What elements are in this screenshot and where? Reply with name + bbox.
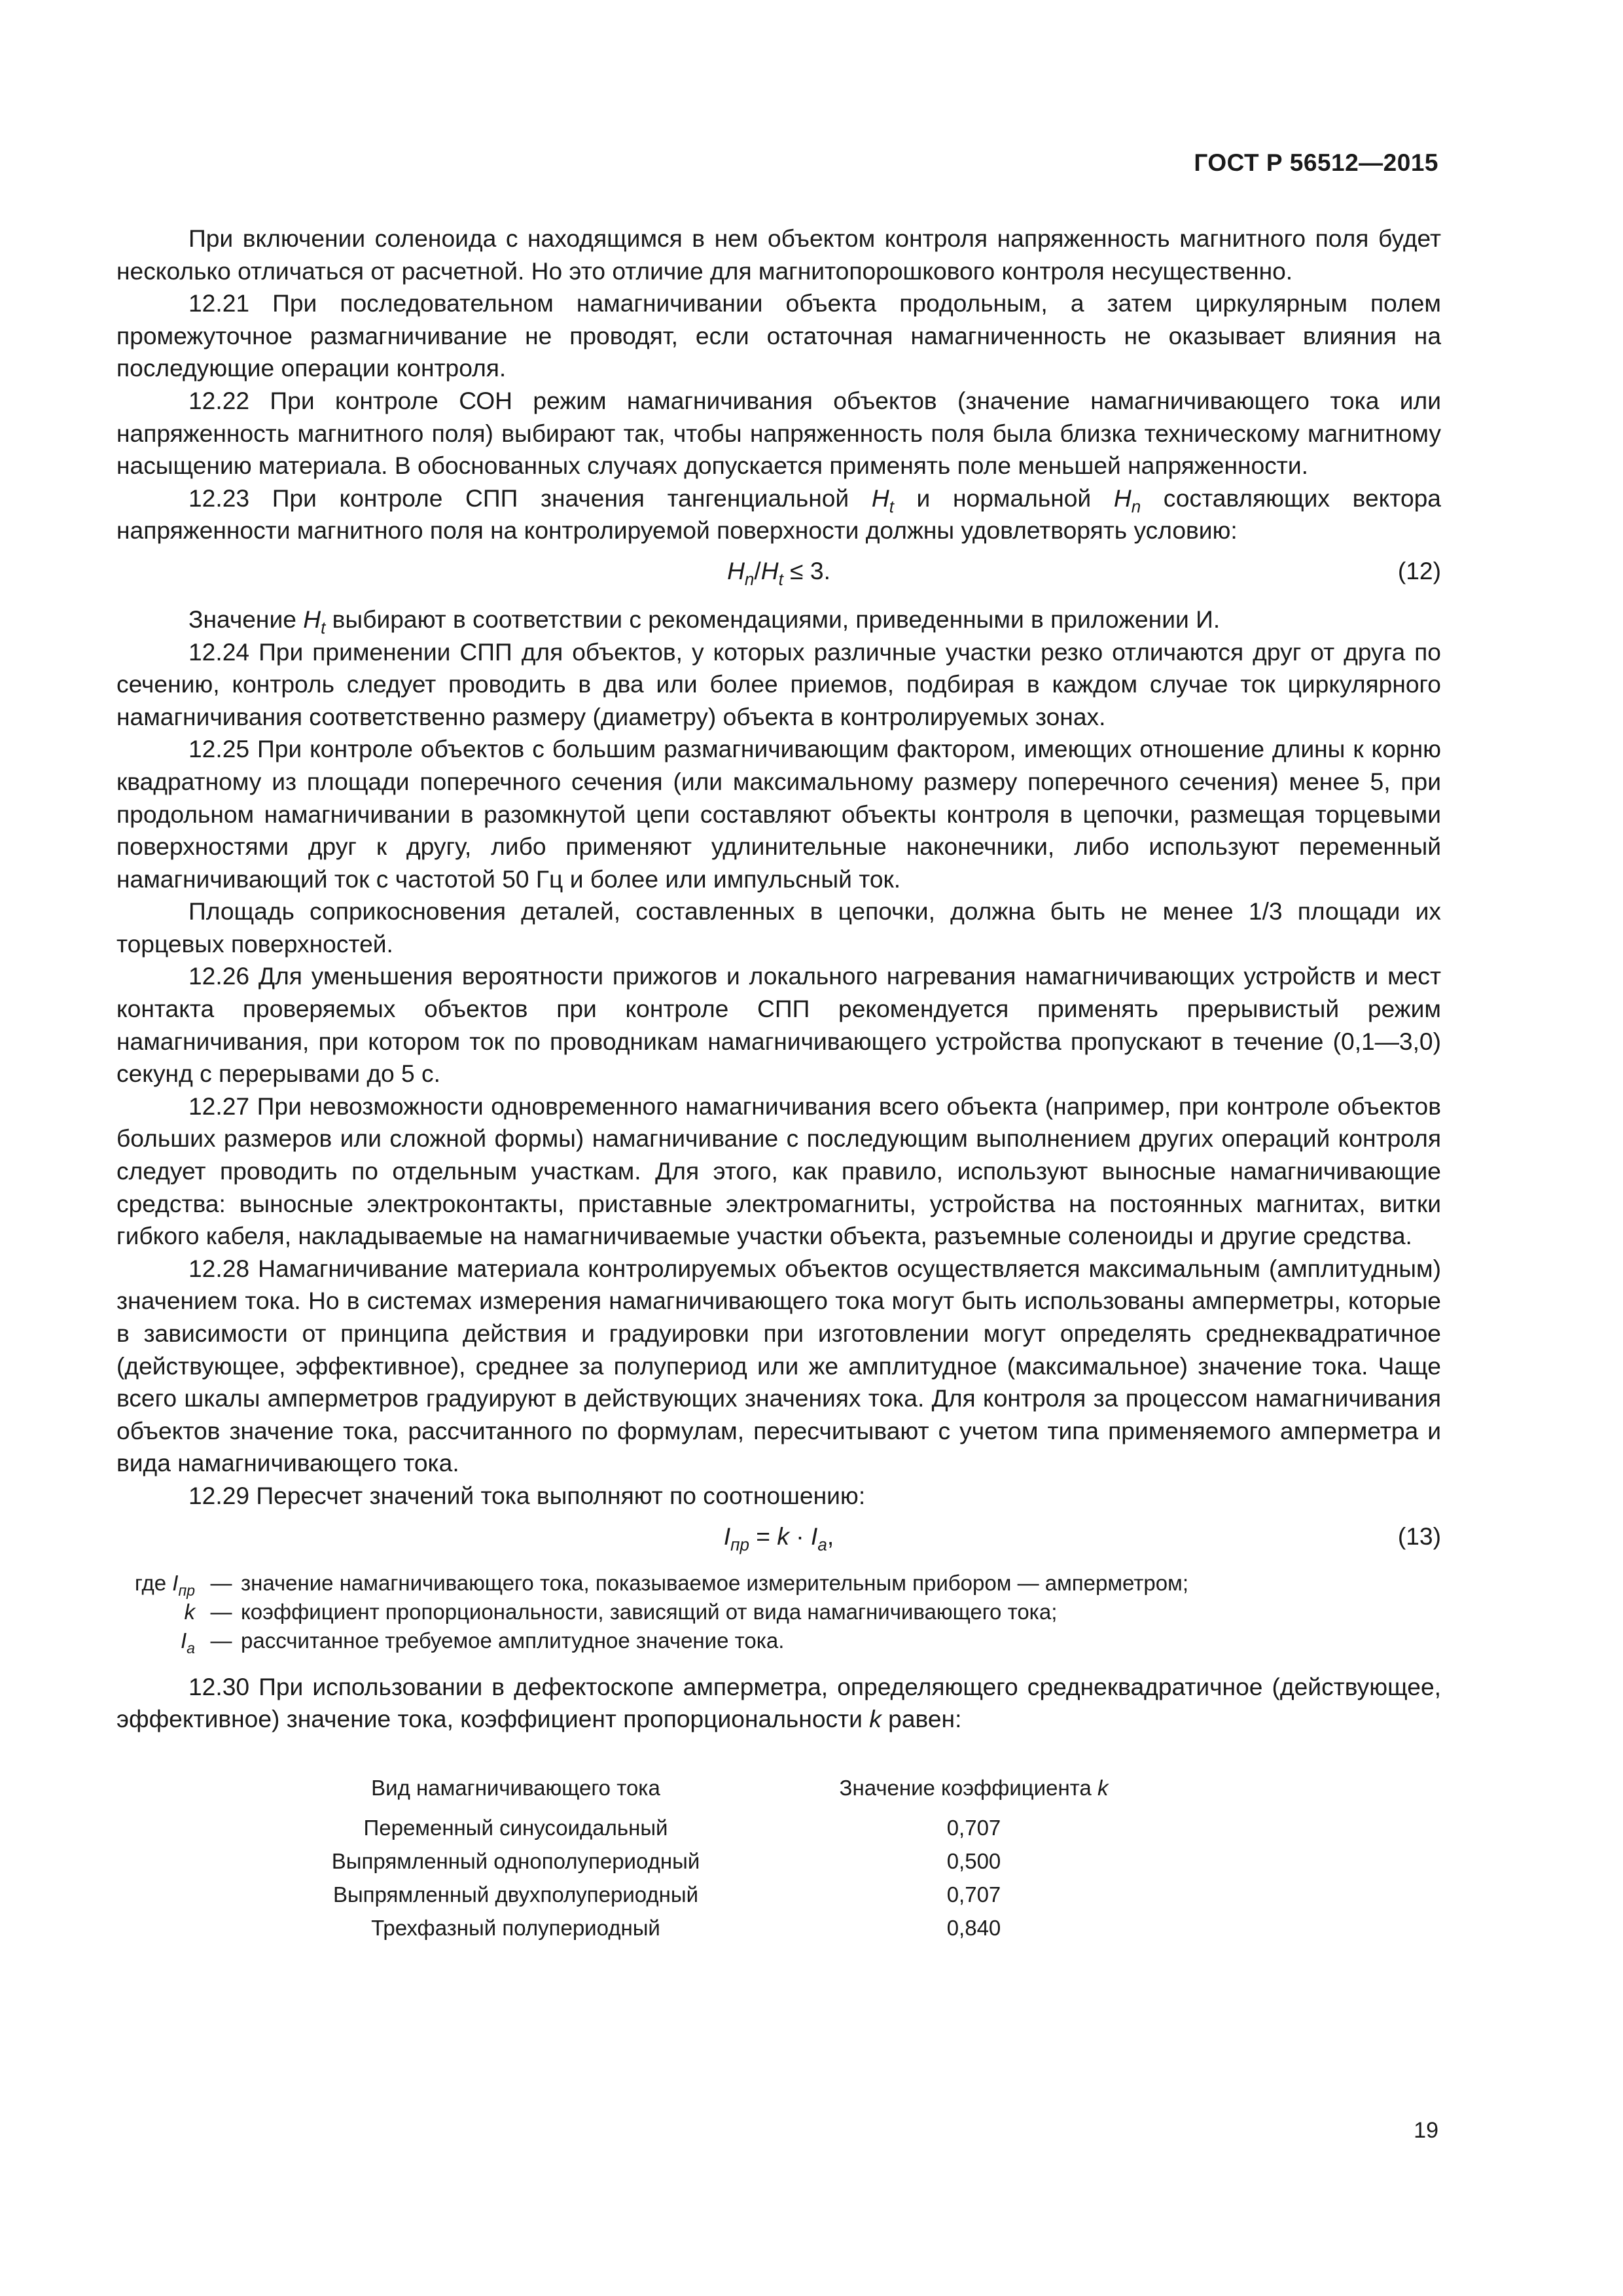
where-list [116,1569,1441,1655]
coefficient-table [116,1771,1441,1945]
table-row: Выпрямленный двухполупериодный 0,707 [332,1882,1001,1907]
formula-12 [116,551,1441,597]
table-row: Переменный синусоидальный 0,707 [363,1815,1001,1840]
paragraph-12-30: 12.30 При использовании в дефектоскопе амперметра, определяющего среднеквадратичное (действующее, эффективное) значение тока, коэффициент пропорциональности k равен: [116,1672,1441,1733]
formula-13-expression: $I_{пр} = k \cdot I_a$, [723,1522,834,1554]
where-row-ia: $I_a$ — рассчитанное требуемое амплитудное значение тока. [180,1628,785,1657]
formula-13-number: (13) [1397,1522,1441,1550]
paragraph-12-28: 12.28 Намагничивание материала контролируемых объектов осуществляется максимальным (амплитудным) значением тока. Но в системах измерения намагничивающего тока могут быть использованы амперметры, которые в зависимости от принципа действия и градуировки при изготовлении могут определять среднеквадратичное (действующее, эффективное), среднее за полупериод или же амплитудное (максимальное) значение тока. Чаще всего шкалы амперметров градуируют в действующих значениях тока. Для контроля за процессом намагничивания объектов значение тока, рассчитанного по формулам, пересчитывают с учетом типа применяемого амперметра и вида намагничивающего тока. [116,1254,1441,1477]
page-content [116,223,1441,1945]
paragraph-12-27: 12.27 При невозможности одновременного намагничивания всего объекта (например, при контроле объектов больших размеров или сложной формы) намагничивание с последующим выполнением других операций контроля следует проводить по отдельным участкам. Для этого, как правило, используют выносные намагничивающие средства: выносные электроконтакты, приставные электромагниты, устройства на постоянных магнитах, витки гибкого кабеля, накладываемые на намагничиваемые участки объекта, разъемные соленоиды и другие средства. [116,1092,1441,1250]
page-number: 19 [1414,2118,1438,2143]
paragraph-12-21: 12.21 При последовательном намагничивании объекта продольным, а затем циркулярным полем промежуточное размагничивание не проводят, если остаточная намагниченность не оказывает влияния на последующие операции контроля. [116,289,1441,382]
formula-13 [116,1516,1441,1562]
paragraph-12-23: 12.23 При контроле СПП значения тангенциальной $H_t$ и нормальной $H_n$ составляющих вектора напряженности магнитного поля на контролируемой поверхности должны удовлетворять условию: [116,484,1441,545]
paragraph-12-25: 12.25 При контроле объектов с большим размагничивающим фактором, имеющих отношение длины к корню квадратному из площади поперечного сечения (или максимальному размеру поперечного сечения) менее 5, при продольном намагничивании в разомкнутой цепи составляют объекты контроля в цепочки, размещая торцевыми поверхностями друг к другу, либо применяют удлинительные наконечники, либо используют переменный намагничивающий ток с частотой 50 Гц и более или импульсный ток. [116,735,1441,893]
paragraph-intro: При включении соленоида с находящимся в нем объектом контроля напряженность магнитного поля будет несколько отличаться от расчетной. Но это отличие для магнитопорошкового контроля несущественно. [116,224,1441,285]
paragraph-12-24: 12.24 При применении СПП для объектов, у которых различные участки резко отличаются друг от друга по сечению, контроль следует проводить в два или более приемов, подбирая в каждом случае ток циркулярного намагничивания соответственно размеру (диаметру) объекта в контролируемых зонах. [116,637,1441,730]
table-row: Трехфазный полупериодный 0,840 [371,1915,1001,1940]
paragraph-12-22: 12.22 При контроле СОН режим намагничивания объектов (значение намагничивающего тока или напряженность магнитного поля) выбирают так, чтобы напряженность поля была близка техническому магнитному насыщению материала. В обоснованных случаях допускается применять поле меньшей напряженности. [116,386,1441,480]
formula-12-number: (12) [1397,556,1441,584]
where-row-k: k — коэффициент пропорциональности, зависящий от вида намагничивающего тока; [184,1599,1058,1624]
paragraph-ht-value: Значение $H_t$ выбирают в соответствии с рекомендациями, приведенными в приложении И. [188,605,1221,638]
paragraph-12-26: 12.26 Для уменьшения вероятности прижогов и локального нагревания намагничивающих устройств и мест контакта проверяемых объектов при контроле СПП рекомендуется применять прерывистый режим намагничивания, при котором ток по проводникам намагничивающего устройства пропускают в течение (0,1—3,0) секунд с перерывами до 5 с. [116,962,1441,1088]
formula-12-expression: $H_n/H_t \le 3$. [727,556,830,590]
where-row-ipr: где $I_{пр}$ — значение намагничивающего тока, показываемое измерительным прибором — амперметром; [134,1570,1188,1599]
paragraph-contact-area: Площадь соприкосновения деталей, составленных в цепочки, должна быть не менее 1/3 площади их торцевых поверхностей. [116,897,1441,958]
document-code: ГОСТ Р 56512—2015 [1194,149,1438,176]
paragraph-12-29: 12.29 Пересчет значений тока выполняют по соотношению: [188,1481,866,1509]
table-header: Вид намагничивающего тока Значение коэффициента k [371,1775,1109,1800]
table-row: Выпрямленный однополупериодный 0,500 [331,1848,1001,1873]
